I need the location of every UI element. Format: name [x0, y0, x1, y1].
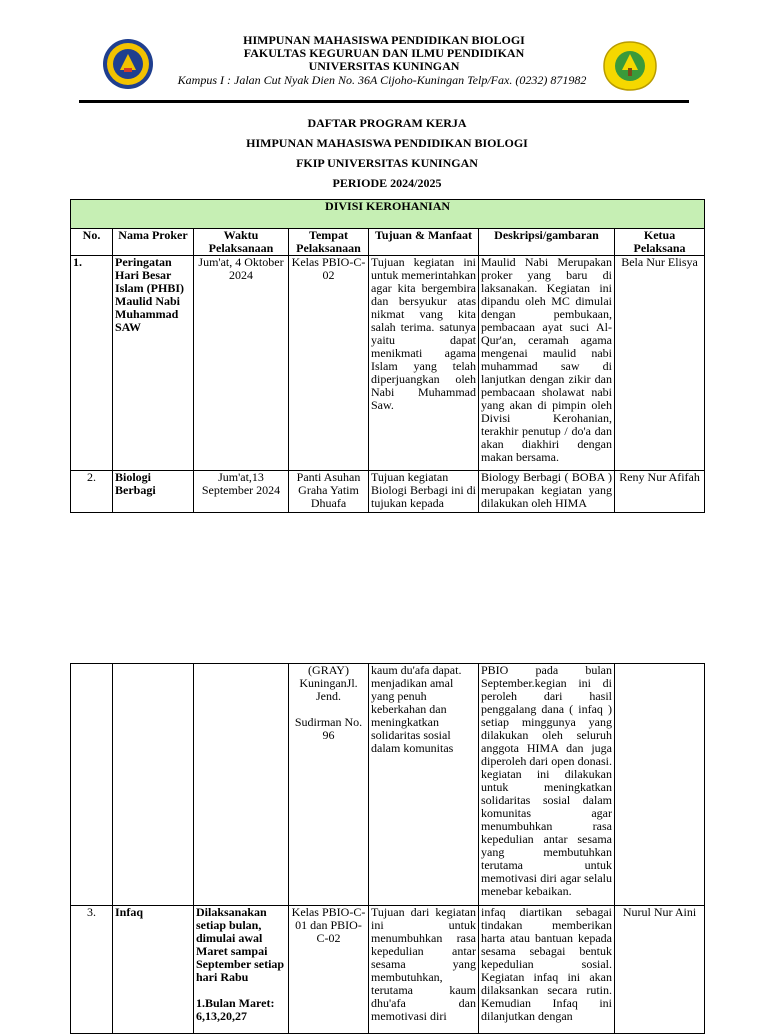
letterhead-divider [79, 100, 689, 103]
cell-deskripsi: infaq diartikan sebagai tindakan memberikan harta atau bantuan kepada sesama sebagai bentuk kepedulian sosial. Kegiatan infaq ini akan dilaksankan secara rutin. Kemudian Infaq ini dilanjutkan dengan [479, 906, 615, 1034]
column-header: Tempat Pelaksanaan [289, 229, 369, 256]
cell-ketua: Bela Nur Elisya [615, 256, 705, 471]
university-logo [102, 38, 154, 90]
cell-no: 2. [71, 471, 113, 513]
division-title: DIVISI KEROHANIAN [71, 200, 705, 229]
cell-ketua [615, 664, 705, 906]
cell-tempat [289, 664, 369, 906]
title-line: PERIODE 2024/2025 [332, 176, 442, 190]
cell-waktu: Jum'at, 4 Oktober 2024 [194, 256, 289, 471]
cell-waktu: Jum'at,13 September 2024 [194, 471, 289, 513]
cell-tujuan: Tujuan dari kegiatan ini untuk menumbuhkan rasa kepedulian antar sesama yang membutuhkan, terutama kaum dhu'afa dan memotivasi diri [369, 906, 479, 1034]
cell-deskripsi: PBIO pada bulan September.kegian ini di peroleh dari hasil penggalang dana ( infaq ) setiap minggunya yang dilakukan oleh seluruh anggota HIMA dan juga diperoleh dari open donasi. kegiatan ini dilakukan untuk meningkatkan solidaritas sosial dalam komunitas agar menumbuhkan rasa kepedulian antar sesama yang membutuhkan terutama untuk memotivasi diri agar selalu menebar kebaikan. [479, 664, 615, 906]
column-header: Tujuan & Manfaat [369, 229, 479, 256]
cell-ketua: Reny Nur Afifah [615, 471, 705, 513]
cell-nama: Peringatan Hari Besar Islam (PHBI) Maulid Nabi Muhammad SAW [113, 256, 194, 471]
hima-logo [602, 40, 658, 92]
cell-ketua: Nurul Nur Aini [615, 906, 705, 1034]
program-table-continued [70, 663, 705, 1034]
program-table [70, 199, 705, 513]
cell-tujuan: Tujuan kegiatan ini untuk memerintahkan agar kita bergembira dan bersyukur atas nikmat vang kita salah terima. satunya yaitu dapat menikmati agama Islam yang telah diperjuangkan oleh Nabi Muhammad Saw. [369, 256, 479, 471]
title-line: FKIP UNIVERSITAS KUNINGAN [296, 156, 478, 170]
table-row [71, 906, 705, 1034]
cell-no: 1. [71, 256, 113, 471]
cell-waktu [194, 906, 289, 1034]
cell-deskripsi: Maulid Nabi Merupakan proker yang baru di laksanakan. Kegiatan ini dipandu oleh MC dimulai dengan pembukaan, pembacaan ayat suci Al-Qur'an, ceramah agama mengenai maulid nabi muhammad saw di lanjutkan dengan zikir dan pembacaan sholawat nabi yang akan di pimpin oleh Divisi Kerohanian, terakhir penutup / do'a dan akan diakhiri dengan makan bersama. [479, 256, 615, 471]
cell-nama: Infaq [113, 906, 194, 1034]
table-row [71, 664, 705, 906]
table-row [71, 256, 705, 471]
column-header: No. [71, 229, 113, 256]
cell-waktu [194, 664, 289, 906]
cell-deskripsi: Biology Berbagi ( BOBA ) merupakan kegiatan yang dilakukan oleh HIMA [479, 471, 615, 513]
column-header: Nama Proker [113, 229, 194, 256]
cell-tempat: Panti Asuhan Graha Yatim Dhuafa [289, 471, 369, 513]
cell-no [71, 664, 113, 906]
cell-nama [113, 664, 194, 906]
letterhead-line: FAKULTAS KEGURUAN DAN ILMU PENDIDIKAN [243, 46, 525, 60]
column-header: Deskripsi/gambaran [479, 229, 615, 256]
title-line: DAFTAR PROGRAM KERJA [307, 116, 467, 130]
cell-tujuan: Tujuan kegiatan Biologi Berbagi ini di tujukan kepada [369, 471, 479, 513]
letterhead-address: Kampus I : Jalan Cut Nyak Dien No. 36A Cijoho-Kuningan Telp/Fax. (0232) 871982 [177, 73, 587, 87]
letterhead-line: HIMPUNAN MAHASISWA PENDIDIKAN BIOLOGI [243, 33, 525, 47]
table-row [71, 471, 705, 513]
cell-tujuan: kaum du'afa dapat. menjadikan amal yang penuh keberkahan dan meningkatkan solidaritas sosial dalam komunitas [369, 664, 479, 906]
waktu-list: 1.Bulan Maret: 6,13,20,27 [196, 996, 275, 1023]
cell-tempat: Kelas PBIO-C-01 dan PBIO-C-02 [289, 906, 369, 1034]
cell-nama: Biologi Berbagi [113, 471, 194, 513]
document-title [70, 116, 704, 196]
cell-tempat: Kelas PBIO-C-02 [289, 256, 369, 471]
waktu-text: Dilaksanakan setiap bulan, dimulai awal Maret sampai September setiap hari Rabu [196, 905, 285, 984]
title-line: HIMPUNAN MAHASISWA PENDIDIKAN BIOLOGI [246, 136, 528, 150]
column-header: Ketua Pelaksana [615, 229, 705, 256]
column-header: Waktu Pelaksanaan [194, 229, 289, 256]
cell-no: 3. [71, 906, 113, 1034]
division-row [71, 200, 705, 229]
letterhead-line: UNIVERSITAS KUNINGAN [308, 59, 460, 73]
table-header [71, 229, 705, 256]
tempat-text: Sudirman No. 96 [294, 715, 363, 742]
tempat-text: (GRAY) KuninganJl. Jend. [299, 663, 358, 703]
letterhead [160, 34, 608, 73]
